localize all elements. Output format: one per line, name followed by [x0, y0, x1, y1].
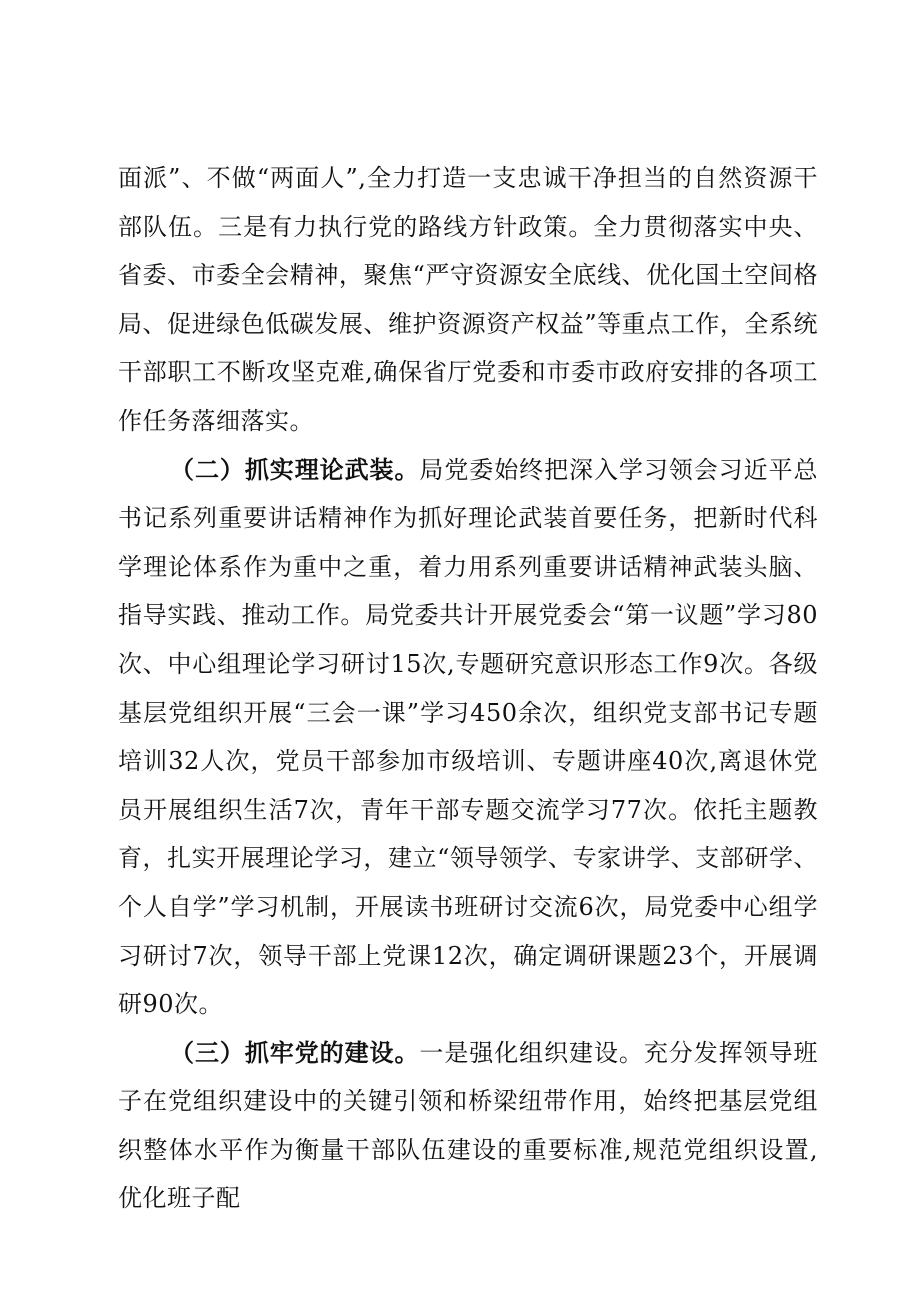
paragraph-text: 面派”、不做“两面人”,全力打造一支忠诚干净担当的自然资源干部队伍。三是有力执行党的路线方针政策。全力贯彻落实中央、省委、市委全会精神，聚焦“严守资源安全底线、优化国土空间格局、促进绿色低碳发展、维护资源资产权益”等重点工作，全系统干部职工不断攻坚克难,确保省厅党委和市委市政府安排的各项工作任务落细落实。 [118, 164, 818, 435]
paragraph-text: 局党委始终把深入学习领会习近平总书记系列重要讲话精神作为抓好理论武装首要任务，把新时代科学理论体系作为重中之重，着力用系列重要讲话精神武装头脑、指导实践、推动工作。局党委共计开展党委会“第一议题”学习80次、中心组理论学习研讨15次,专题研究意识形态工作9次。各级基层党组织开展“三会一课”学习450余次，组织党支部书记专题培训32人次，党员干部参加市级培训、专题讲座40次,离退休党员开展组织生活7次，青年干部专题交流学习77次。依托主题教育，扎实开展理论学习，建立“领导领学、专家讲学、支部研学、个人自学”学习机制，开展读书班研讨交流6次，局党委中心组学习研讨7次，领导干部上党课12次，确定调研课题23个，开展调研90次。 [118, 455, 819, 1019]
section-heading-theory-study: （二）抓实理论武装。 [170, 455, 420, 484]
section-heading-party-building: （三）抓牢党的建设。 [170, 1038, 420, 1067]
paragraph-continued [118, 154, 818, 446]
paragraph-text: 一是强化组织建设。充分发挥领导班子在党组织建设中的关键引领和桥梁纽带作用，始终把基层党组织整体水平作为衡量干部队伍建设的重要标准,规范党组织设置,优化班子配 [118, 1038, 819, 1213]
paragraph-theory-study [118, 446, 818, 1029]
document-page [118, 154, 818, 1223]
paragraph-party-building [118, 1029, 818, 1223]
